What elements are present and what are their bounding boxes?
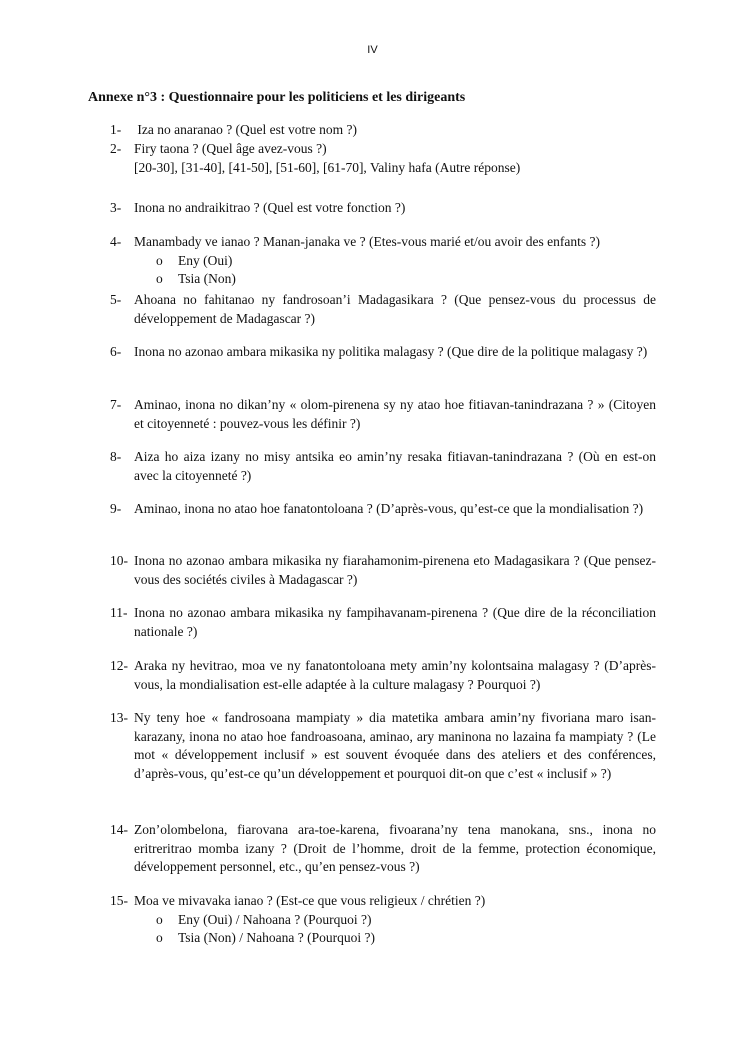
- question-text: Ahoana no fahitanao ny fandrosoan’i Madagasikara ? (Que pensez-vous du processus de développement de Madagascar ?): [134, 292, 656, 326]
- question-number: 4-: [110, 234, 122, 249]
- question-6: [110, 343, 656, 362]
- question-text: Inona no azonao ambara mikasika ny fiarahamonim-pirenena eto Madagasikara ? (Que pensez-vous des sociétés civiles à Madagascar ?): [134, 553, 656, 587]
- question-3: [110, 199, 656, 218]
- question-2: [110, 140, 656, 177]
- question-4: [110, 233, 656, 289]
- question-number: 8-: [110, 449, 122, 464]
- question-number: 14-: [110, 822, 128, 837]
- question-number: 6-: [110, 344, 122, 359]
- question-9: [110, 500, 656, 519]
- question-number: 9-: [110, 501, 122, 516]
- option-yes: [156, 911, 656, 930]
- question-text: Aiza ho aiza izany no misy antsika eo amin’ny resaka fitiavan-tanindrazana ? (Où en est-on avec la citoyenneté ?): [134, 449, 656, 483]
- question-text: Iza no anaranao ? (Quel est votre nom ?): [134, 122, 358, 137]
- question-1: [110, 121, 656, 140]
- question-number: 3-: [110, 200, 122, 215]
- option-label: Tsia (Non) / Nahoana ? (Pourquoi ?): [178, 930, 375, 945]
- option-bullet: o: [156, 911, 163, 927]
- question-number: 10-: [110, 553, 128, 568]
- question-12: [110, 657, 656, 694]
- question-number: 11-: [110, 605, 128, 620]
- question-text: Inona no andraikitrao ? (Quel est votre fonction ?): [134, 200, 406, 215]
- question-number: 1-: [110, 122, 122, 137]
- question-8: [110, 448, 656, 485]
- question-text: Aminao, inona no atao hoe fanatontoloana ? (D’après-vous, qu’est-ce que la mondialisation ?): [134, 501, 644, 516]
- question-text: Aminao, inona no dikan’ny « olom-pirenena sy ny atao hoe fitiavan-tanindrazana ? » (Citoyen et citoyenneté : pouvez-vous les définir ?): [134, 397, 656, 431]
- question-number: 5-: [110, 292, 122, 307]
- question-13: [110, 709, 656, 783]
- question-number: 13-: [110, 710, 128, 725]
- page-number: IV: [367, 44, 378, 56]
- question-number: 15-: [110, 893, 128, 908]
- annex-title: Annexe n°3 : Questionnaire pour les politiciens et les dirigeants: [88, 90, 466, 105]
- question-number: 2-: [110, 141, 122, 156]
- option-no: [156, 270, 656, 289]
- question-15: [110, 892, 656, 948]
- option-label: Tsia (Non): [178, 271, 236, 286]
- question-14: [110, 821, 656, 877]
- question-text: Inona no azonao ambara mikasika ny politika malagasy ? (Que dire de la politique malagasy ?): [134, 344, 648, 359]
- question-text: Araka ny hevitrao, moa ve ny fanatontoloana mety amin’ny kolontsaina malagasy ? (D’après-vous, la mondialisation est-elle adaptée à la culture malagasy ? Pourquoi ?): [134, 658, 656, 692]
- question-5: [110, 291, 656, 328]
- question-number: 12-: [110, 658, 128, 673]
- option-yes: [156, 252, 656, 271]
- option-label: Eny (Oui) / Nahoana ? (Pourquoi ?): [178, 911, 372, 927]
- question-10: [110, 552, 656, 589]
- question-text: Firy taona ? (Quel âge avez-vous ?): [134, 141, 327, 156]
- option-label: Eny (Oui): [178, 252, 233, 268]
- option-no: [156, 929, 656, 948]
- option-bullet: o: [156, 252, 163, 268]
- age-ranges: [20-30], [31-40], [41-50], [51-60], [61-70], Valiny hafa (Autre réponse): [134, 159, 521, 175]
- option-bullet: o: [156, 930, 163, 945]
- question-text: Manambady ve ianao ? Manan-janaka ve ? (Etes-vous marié et/ou avoir des enfants ?): [134, 234, 600, 249]
- question-11: [110, 604, 656, 641]
- question-text: Zon’olombelona, fiarovana ara-toe-karena, fivoarana’ny tena manokana, sns., inona no eritreritrao momba izany ? (Droit de l’homme, droit de la femme, protection économique, développement personnel, etc., qu’en pensez-vous ?): [134, 822, 656, 874]
- question-text: Inona no azonao ambara mikasika ny fampihavanam-pirenena ? (Que dire de la réconciliation nationale ?): [134, 605, 656, 639]
- question-text: Ny teny hoe « fandrosoana mampiaty » dia matetika ambara amin’ny fivoriana maro isan-karazany, inona no atao hoe fandroasoana, aminao, ary maninona no lazaina fa mampiaty ? (Le mot « développement inclusif » est souvent évoquée dans des ateliers et des conférences, d’après-vous, qu’est-ce qu’un développement et pourquoi dit-on que c’est « inclusif » ?): [134, 710, 656, 781]
- question-number: 7-: [110, 397, 122, 412]
- option-bullet: o: [156, 271, 163, 286]
- question-text: Moa ve mivavaka ianao ? (Est-ce que vous religieux / chrétien ?): [134, 893, 486, 908]
- question-7: [110, 396, 656, 433]
